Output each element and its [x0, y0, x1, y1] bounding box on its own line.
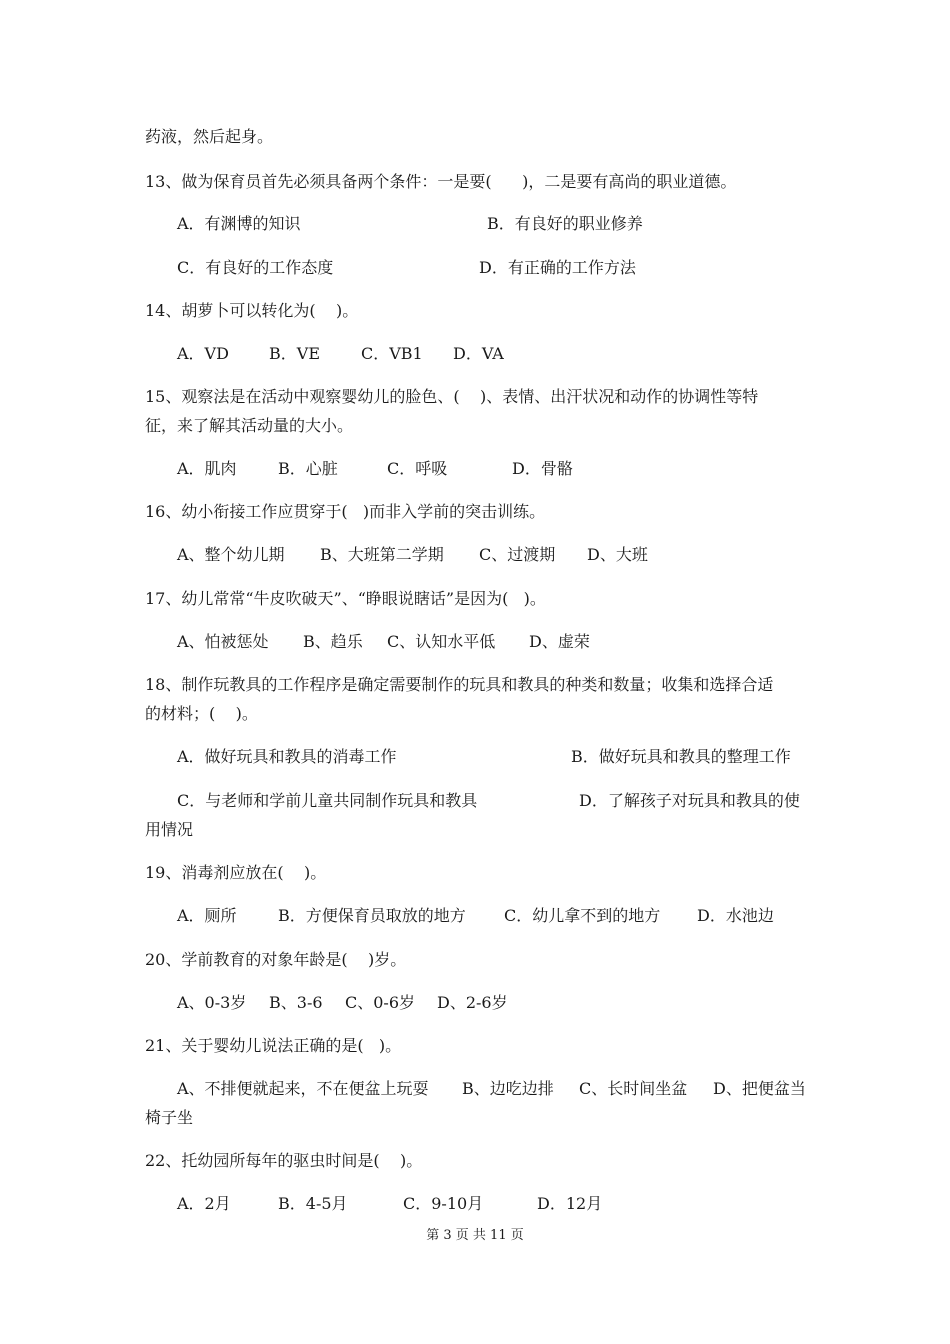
q13-option-c: C．有良好的工作态度 [177, 258, 334, 277]
q22-option-a: A．2月 [177, 1194, 231, 1213]
question-15-text: 15、观察法是在活动中观察婴幼儿的脸色、( )、表情、出汗状况和动作的协调性等特 [145, 387, 759, 406]
q22-option-b: B．4-5月 [278, 1194, 348, 1213]
q15-option-a: A．肌肉 [177, 459, 237, 478]
question-15-text-cont: 征，来了解其活动量的大小。 [145, 416, 354, 435]
q22-option-c: C．9-10月 [403, 1194, 484, 1213]
q18-option-c: C．与老师和学前儿童共同制作玩具和教具 [177, 791, 478, 810]
q17-option-a: A、怕被惩处 [177, 632, 269, 651]
question-17-text: 17、幼儿常常“牛皮吹破天”、“睁眼说瞎话”是因为( )。 [145, 589, 546, 608]
question-13-text: 13、做为保育员首先必须具备两个条件：一是要( )，二是要有高尚的职业道德。 [145, 172, 737, 191]
q22-option-d: D．12月 [537, 1194, 603, 1213]
question-18-text-cont: 的材料；( )。 [145, 704, 258, 723]
question-18-text: 18、制作玩教具的工作程序是确定需要制作的玩具和教具的种类和数量；收集和选择合适 [145, 675, 774, 694]
q14-option-a: A．VD [177, 344, 229, 363]
question-16-text: 16、幼小衔接工作应贯穿于( )而非入学前的突击训练。 [145, 502, 546, 521]
question-20-text: 20、学前教育的对象年龄是( )岁。 [145, 950, 407, 969]
q20-option-a: A、0-3岁 [177, 993, 247, 1012]
q16-option-c: C、过渡期 [479, 545, 556, 564]
continuation-text: 药液，然后起身。 [145, 127, 274, 146]
q13-option-b: B．有良好的职业修养 [487, 214, 643, 233]
q17-option-c: C、认知水平低 [387, 632, 496, 651]
q16-option-a: A、整个幼儿期 [177, 545, 285, 564]
q21-option-c: C、长时间坐盆 [579, 1079, 688, 1098]
q18-option-d: D．了解孩子对玩具和教具的使 [579, 791, 800, 810]
question-19-text: 19、消毒剂应放在( )。 [145, 863, 327, 882]
q15-option-d: D．骨骼 [512, 459, 573, 478]
question-22-text: 22、托幼园所每年的驱虫时间是( )。 [145, 1151, 423, 1170]
question-14-text: 14、胡萝卜可以转化为( )。 [145, 301, 359, 320]
q13-option-a: A．有渊博的知识 [177, 214, 301, 233]
q14-option-b: B．VE [269, 344, 320, 363]
q20-option-d: D、2-6岁 [437, 993, 508, 1012]
q20-option-c: C、0-6岁 [345, 993, 416, 1012]
q19-option-c: C．幼儿拿不到的地方 [504, 906, 661, 925]
q16-option-d: D、大班 [587, 545, 648, 564]
q19-option-a: A．厕所 [177, 906, 237, 925]
q19-option-d: D．水池边 [697, 906, 774, 925]
q20-option-b: B、3-6 [269, 993, 323, 1012]
q18-option-d-wrap: 用情况 [145, 820, 194, 839]
q21-option-b: B、边吃边排 [462, 1079, 554, 1098]
page-footer: 第 3 页 共 11 页 [426, 1228, 524, 1243]
q21-option-a: A、不排便就起来，不在便盆上玩耍 [177, 1079, 429, 1098]
q15-option-b: B．心脏 [278, 459, 338, 478]
q17-option-b: B、趋乐 [303, 632, 363, 651]
q14-option-c: C．VB1 [361, 344, 423, 363]
q15-option-c: C．呼吸 [387, 459, 448, 478]
q17-option-d: D、虚荣 [529, 632, 590, 651]
q18-option-b: B．做好玩具和教具的整理工作 [571, 747, 791, 766]
question-21-text: 21、关于婴幼儿说法正确的是( )。 [145, 1036, 402, 1055]
q18-option-a: A．做好玩具和教具的消毒工作 [177, 747, 397, 766]
q16-option-b: B、大班第二学期 [320, 545, 444, 564]
q21-option-d-wrap: 椅子坐 [145, 1108, 194, 1127]
q19-option-b: B．方便保育员取放的地方 [278, 906, 466, 925]
q21-option-d: D、把便盆当 [713, 1079, 806, 1098]
q13-option-d: D．有正确的工作方法 [479, 258, 636, 277]
q14-option-d: D．VA [453, 344, 504, 363]
